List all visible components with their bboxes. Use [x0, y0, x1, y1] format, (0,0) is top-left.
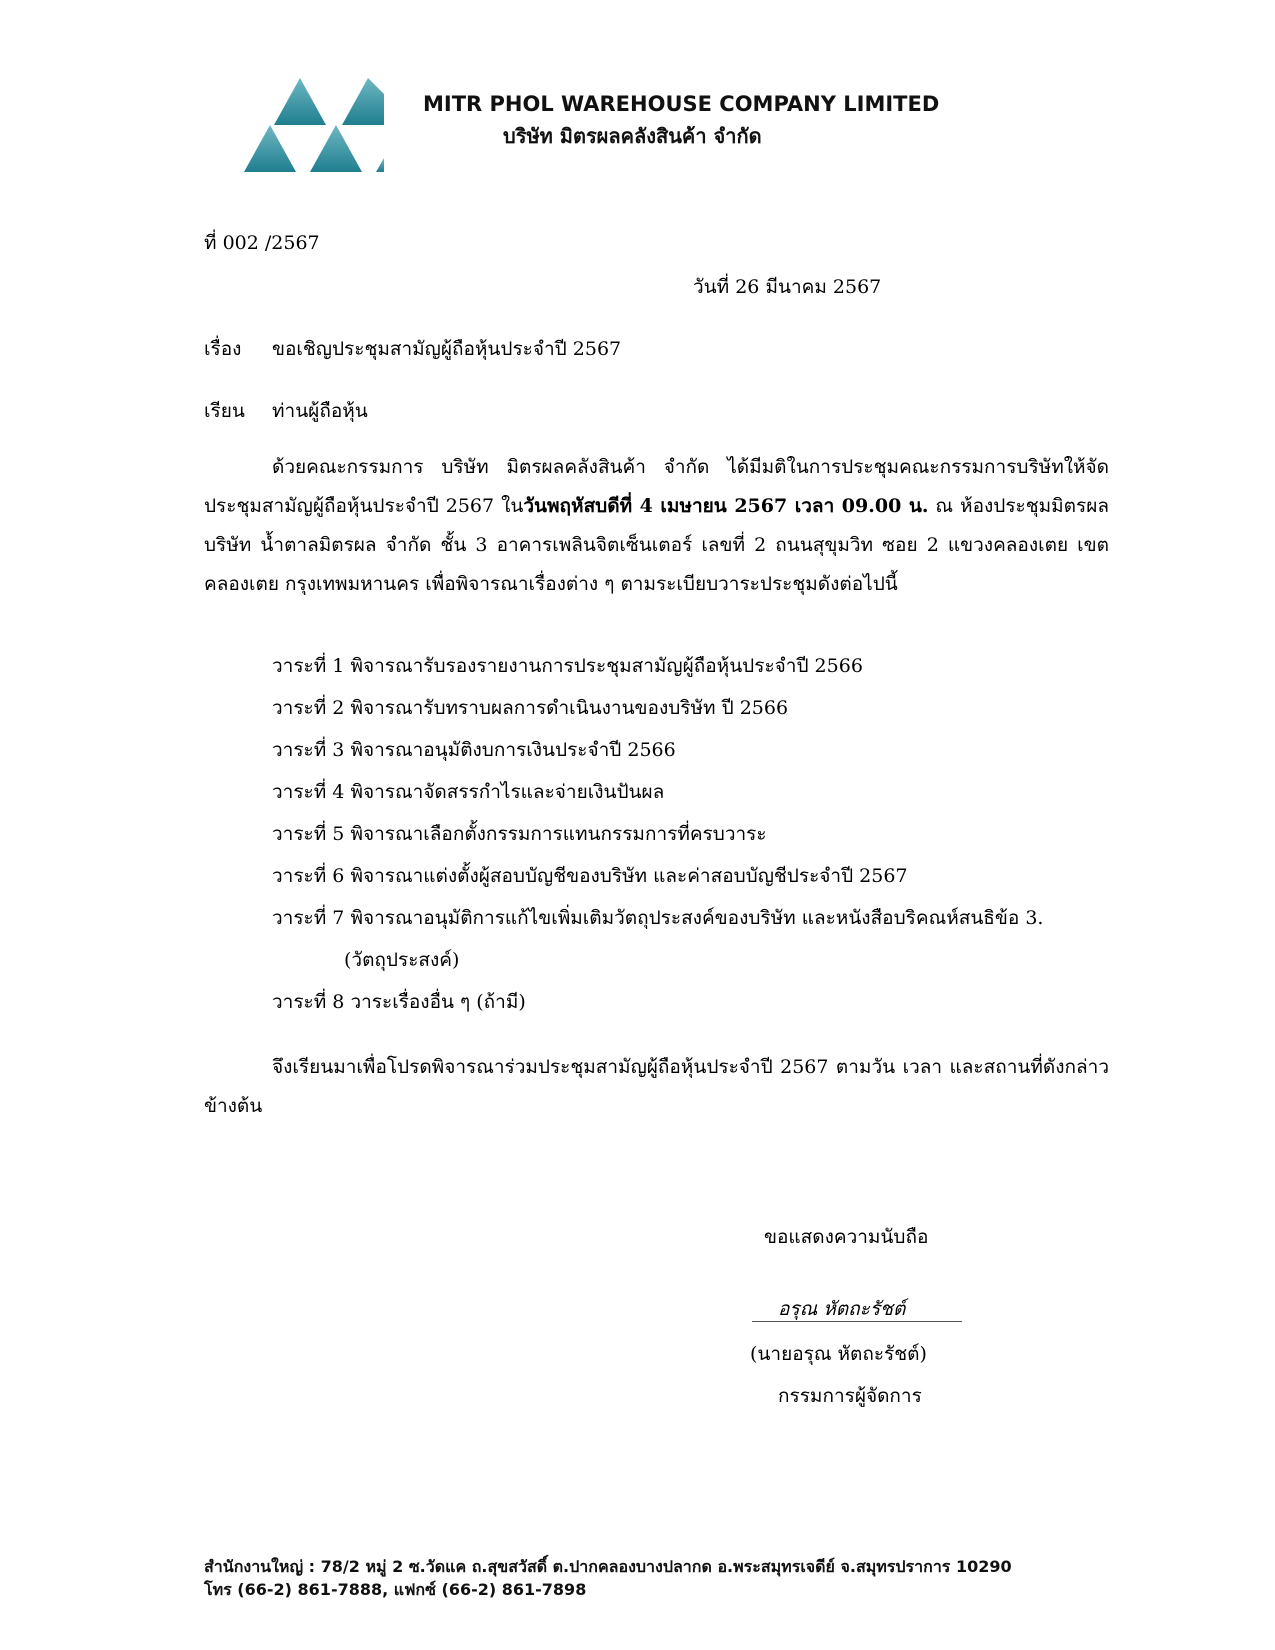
- letter-date: วันที่ 26 มีนาคม 2567: [693, 276, 882, 298]
- closing-paragraph: [204, 1048, 1109, 1126]
- signatory-name: (นายอรุณ หัตถะรัชต์): [750, 1343, 927, 1365]
- agenda-item: วาระที่ 4 พิจารณาจัดสรรกำไรและจ่ายเงินปันผล: [272, 781, 665, 803]
- agenda-list: [272, 645, 1043, 1023]
- body-text-2: ณ ห้องประชุมมิตรผล บริษัท น้ำตาลมิตรผล จำกัด ชั้น 3 อาคารเพลินจิตเซ็นเตอร์ เลขที่ 2 ถนนสุขุมวิท ซอย 2 แขวงคลองเตย เขตคลองเตย กรุงเทพมหานคร เพื่อพิจารณาเรื่องต่าง ๆ ตามระเบียบวาระประชุมดังต่อไปนี้: [204, 495, 1109, 595]
- agenda-item: วาระที่ 1 พิจารณารับรองรายงานการประชุมสามัญผู้ถือหุ้นประจำปี 2566: [272, 655, 863, 677]
- agenda-item: วาระที่ 7 พิจารณาอนุมัติการแก้ไขเพิ่มเติมวัตถุประสงค์ของบริษัท และหนังสือบริคณห์สนธิข้อ 3.: [272, 907, 1044, 929]
- meeting-datetime: วันพฤหัสบดีที่ 4 เมษายน 2567 เวลา 09.00 น.: [523, 495, 929, 517]
- closing-text: จึงเรียนมาเพื่อโปรดพิจารณาร่วมประชุมสามัญผู้ถือหุ้นประจำปี 2567 ตามวัน เวลา และสถานที่ดังกล่าวข้างต้น: [204, 1056, 1109, 1117]
- body-paragraph: [204, 448, 1109, 604]
- company-name-th: บริษัท มิตรผลคลังสินค้า จำกัด: [503, 124, 762, 148]
- signature-line: [752, 1321, 962, 1322]
- body-text-1: ด้วยคณะกรรมการ บริษัท มิตรผลคลังสินค้า จำกัด ได้มีมติในการประชุมคณะกรรมการบริษัทให้จัดประชุมสามัญผู้ถือหุ้นประจำปี 2567 ใน: [204, 456, 1109, 517]
- subject-label: เรื่อง: [204, 338, 242, 360]
- footer-address: สำนักงานใหญ่ : 78/2 หมู่ 2 ซ.วัดแค ถ.สุขสวัสดิ์ ต.ปากคลองบางปลากด อ.พระสมุทรเจดีย์ จ.สมุทรปราการ 10290: [204, 1557, 1012, 1576]
- company-logo: [244, 78, 384, 172]
- agenda-item: วาระที่ 8 วาระเรื่องอื่น ๆ (ถ้ามี): [272, 991, 526, 1013]
- agenda-item-continuation: (วัตถุประสงค์): [344, 949, 460, 971]
- footer-contact: โทร (66-2) 861-7888, แฟกซ์ (66-2) 861-7898: [204, 1580, 587, 1599]
- regards: ขอแสดงความนับถือ: [764, 1226, 929, 1248]
- agenda-item: วาระที่ 5 พิจารณาเลือกตั้งกรรมการแทนกรรมการที่ครบวาระ: [272, 823, 767, 845]
- reference-number: ที่ 002 /2567: [204, 232, 320, 254]
- company-name-en: MITR PHOL WAREHOUSE COMPANY LIMITED: [423, 92, 940, 116]
- salutation-label: เรียน: [204, 400, 245, 422]
- signatory-title: กรรมการผู้จัดการ: [778, 1385, 922, 1407]
- salutation-text: ท่านผู้ถือหุ้น: [272, 400, 368, 422]
- agenda-item: วาระที่ 2 พิจารณารับทราบผลการดำเนินงานของบริษัท ปี 2566: [272, 697, 789, 719]
- agenda-item: วาระที่ 3 พิจารณาอนุมัติงบการเงินประจำปี 2566: [272, 739, 676, 761]
- signature: อรุณ หัตถะรัชต์: [778, 1298, 906, 1320]
- subject-text: ขอเชิญประชุมสามัญผู้ถือหุ้นประจำปี 2567: [272, 338, 622, 360]
- agenda-item: วาระที่ 6 พิจารณาแต่งตั้งผู้สอบบัญชีของบริษัท และค่าสอบบัญชีประจำปี 2567: [272, 865, 908, 887]
